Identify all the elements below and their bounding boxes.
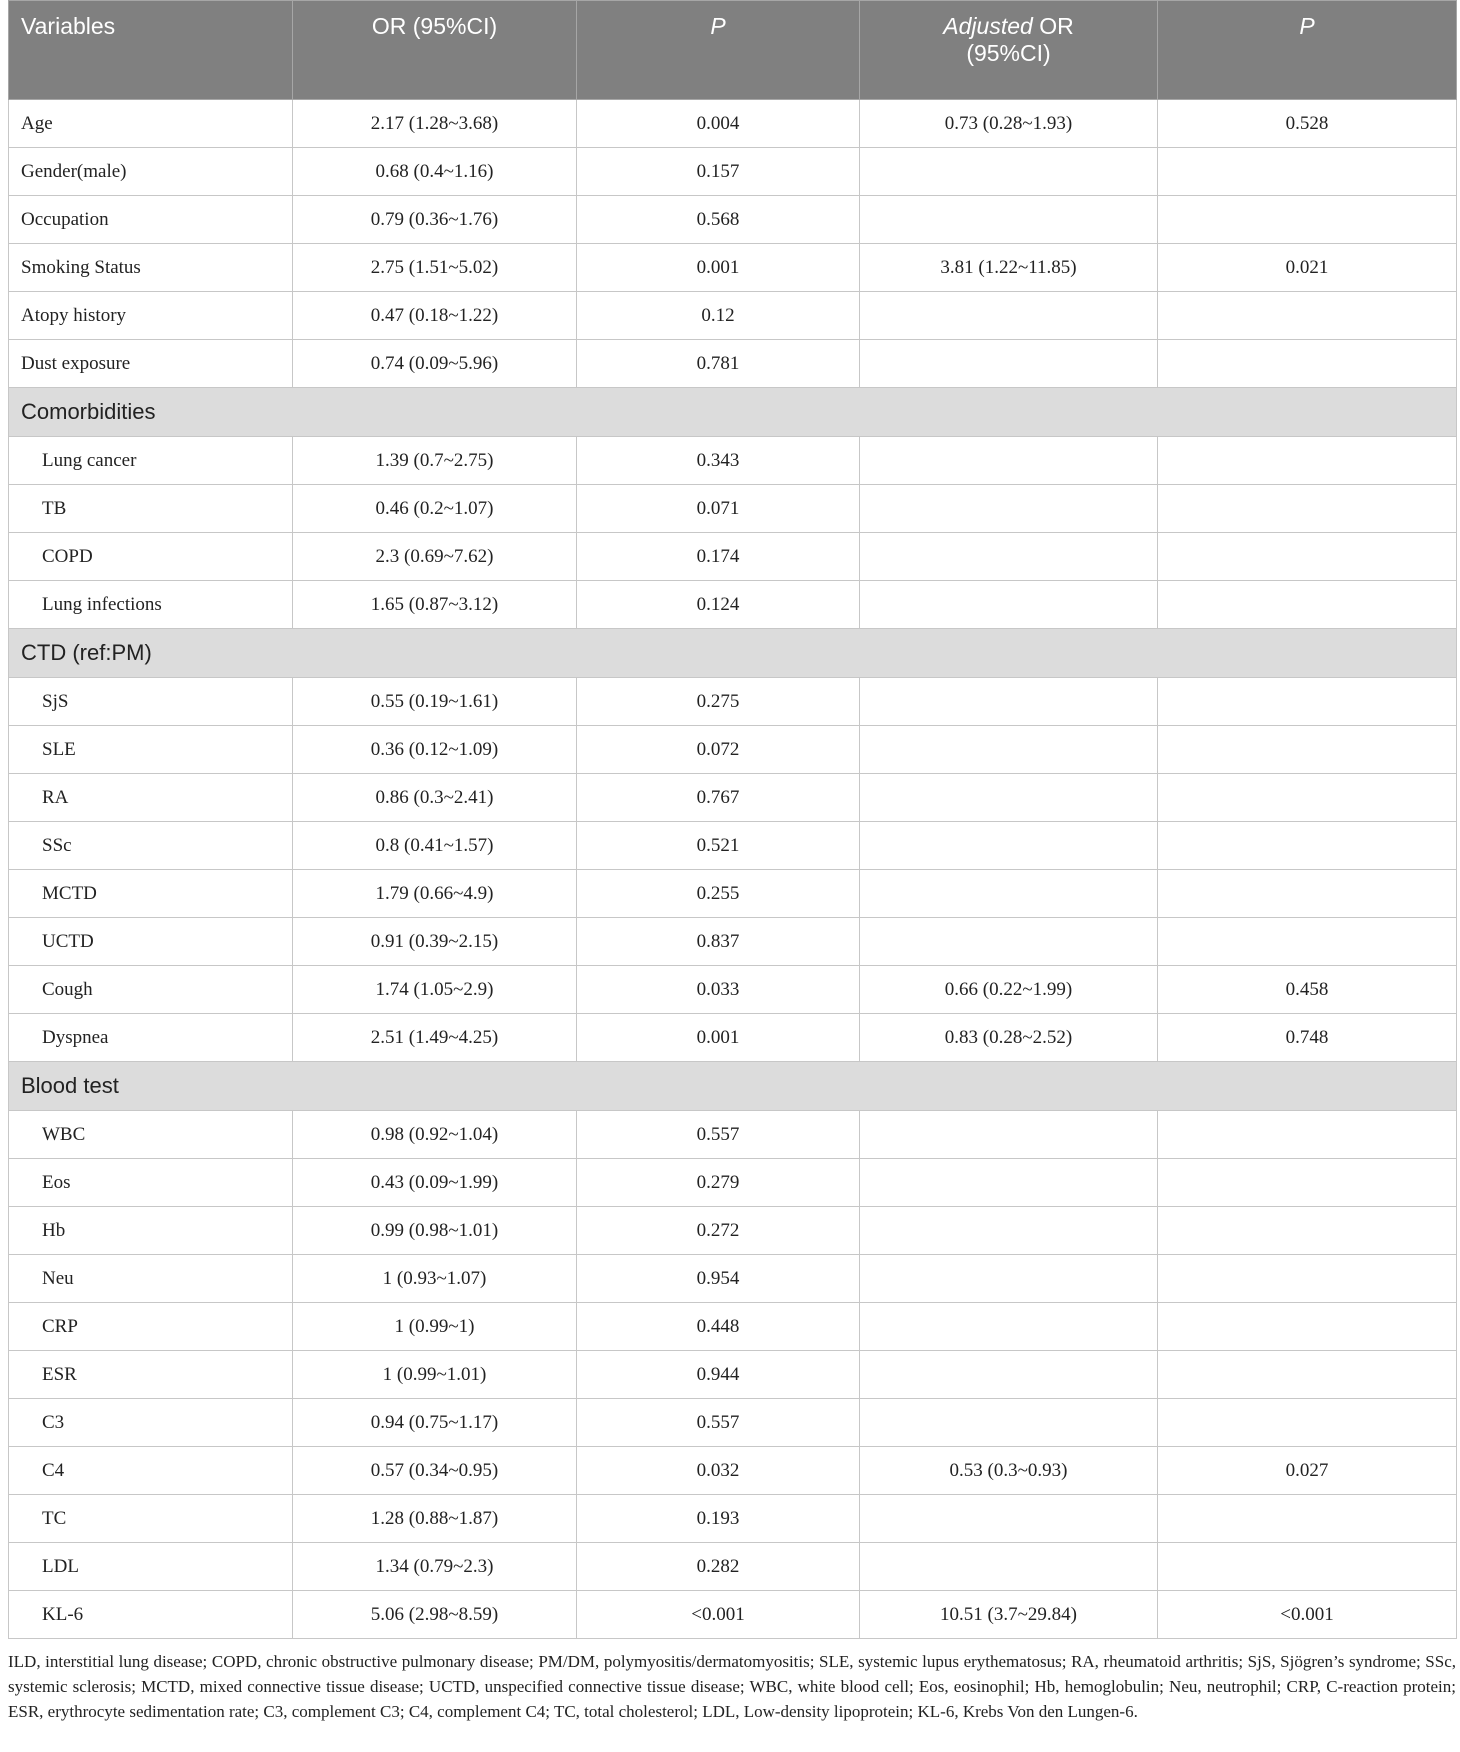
variable-cell: LDL	[9, 1543, 293, 1591]
p-value-cell: 0.279	[577, 1159, 860, 1207]
table-row	[9, 148, 1457, 196]
adjusted-p-cell	[1158, 1351, 1457, 1399]
adjusted-p-cell: 0.021	[1158, 244, 1457, 292]
or-cell: 1.79 (0.66~4.9)	[293, 870, 577, 918]
variable-cell: TB	[9, 485, 293, 533]
or-cell: 0.86 (0.3~2.41)	[293, 774, 577, 822]
header-or: OR (95%CI)	[293, 1, 577, 100]
adjusted-p-cell: 0.528	[1158, 100, 1457, 148]
adjusted-p-cell	[1158, 1399, 1457, 1447]
adjusted-or-cell	[860, 340, 1158, 388]
header-adjusted-or-label: OR	[1032, 13, 1074, 39]
adjusted-or-cell	[860, 533, 1158, 581]
adjusted-p-cell: <0.001	[1158, 1591, 1457, 1639]
table-footnote: ILD, interstitial lung disease; COPD, chronic obstructive pulmonary disease; PM/DM, polymyositis/dermatomyositis; SLE, systemic lupus erythematosus; RA, rheumatoid arthritis; SjS, Sjögren’s syndrome; SSc, systemic sclerosis; MCTD, mixed connective tissue disease; UCTD, unspecified connective tissue disease; WBC, white blood cell; Eos, eosinophil; Hb, hemoglobulin; Neu, neutrophil; CRP, C-reaction protein; ESR, erythrocyte sedimentation rate; C3, complement C3; C4, complement C4; TC, total cholesterol; LDL, Low-density lipoprotein; KL-6, Krebs Von den Lungen-6.	[8, 1652, 1456, 1721]
adjusted-p-cell	[1158, 581, 1457, 629]
or-cell: 2.17 (1.28~3.68)	[293, 100, 577, 148]
or-cell: 2.51 (1.49~4.25)	[293, 1014, 577, 1062]
p-value-cell: 0.004	[577, 100, 860, 148]
or-cell: 0.36 (0.12~1.09)	[293, 726, 577, 774]
adjusted-or-cell	[860, 581, 1158, 629]
table-row	[9, 966, 1457, 1014]
table-header	[9, 1, 1457, 100]
section-row	[9, 1062, 1457, 1111]
p-value-cell: 0.781	[577, 340, 860, 388]
variable-cell: SjS	[9, 678, 293, 726]
p-value-cell: 0.255	[577, 870, 860, 918]
or-cell: 1 (0.99~1)	[293, 1303, 577, 1351]
adjusted-p-cell	[1158, 1159, 1457, 1207]
p-value-cell: 0.557	[577, 1399, 860, 1447]
p-value-cell: 0.954	[577, 1255, 860, 1303]
adjusted-p-cell: 0.748	[1158, 1014, 1457, 1062]
table-row	[9, 918, 1457, 966]
variable-cell: CRP	[9, 1303, 293, 1351]
or-cell: 0.94 (0.75~1.17)	[293, 1399, 577, 1447]
p-value-cell: 0.032	[577, 1447, 860, 1495]
table-row	[9, 726, 1457, 774]
variable-cell: ESR	[9, 1351, 293, 1399]
adjusted-or-cell	[860, 148, 1158, 196]
section-row	[9, 629, 1457, 678]
adjusted-p-cell: 0.027	[1158, 1447, 1457, 1495]
adjusted-p-cell	[1158, 485, 1457, 533]
adjusted-or-cell	[860, 1159, 1158, 1207]
adjusted-p-cell	[1158, 1303, 1457, 1351]
or-cell: 0.46 (0.2~1.07)	[293, 485, 577, 533]
table-row	[9, 678, 1457, 726]
or-cell: 1.39 (0.7~2.75)	[293, 437, 577, 485]
variable-cell: Dyspnea	[9, 1014, 293, 1062]
header-adjusted-ci-label: (95%CI)	[966, 40, 1051, 66]
adjusted-or-cell	[860, 822, 1158, 870]
table-body	[9, 100, 1457, 1639]
document	[8, 0, 1456, 1724]
or-cell: 0.74 (0.09~5.96)	[293, 340, 577, 388]
variable-cell: C3	[9, 1399, 293, 1447]
adjusted-p-cell: 0.458	[1158, 966, 1457, 1014]
adjusted-p-cell	[1158, 196, 1457, 244]
p-value-cell: 0.033	[577, 966, 860, 1014]
p-value-cell: 0.557	[577, 1111, 860, 1159]
adjusted-p-cell	[1158, 340, 1457, 388]
table-row	[9, 774, 1457, 822]
p-value-cell: 0.071	[577, 485, 860, 533]
variable-cell: SLE	[9, 726, 293, 774]
adjusted-or-cell	[860, 196, 1158, 244]
variable-cell: Age	[9, 100, 293, 148]
variable-cell: SSc	[9, 822, 293, 870]
table-row	[9, 1111, 1457, 1159]
adjusted-or-cell	[860, 1111, 1158, 1159]
table-row	[9, 100, 1457, 148]
table-row	[9, 1303, 1457, 1351]
variable-cell: C4	[9, 1447, 293, 1495]
header-adjusted-p	[1158, 1, 1457, 100]
or-cell: 0.55 (0.19~1.61)	[293, 678, 577, 726]
adjusted-or-cell: 10.51 (3.7~29.84)	[860, 1591, 1158, 1639]
table-row	[9, 437, 1457, 485]
or-cell: 0.91 (0.39~2.15)	[293, 918, 577, 966]
table-row	[9, 533, 1457, 581]
adjusted-p-cell	[1158, 292, 1457, 340]
adjusted-p-cell	[1158, 1543, 1457, 1591]
table-row	[9, 1591, 1457, 1639]
variable-cell: Lung infections	[9, 581, 293, 629]
table-row	[9, 1543, 1457, 1591]
adjusted-p-cell	[1158, 1207, 1457, 1255]
p-value-cell: 0.072	[577, 726, 860, 774]
or-cell: 0.79 (0.36~1.76)	[293, 196, 577, 244]
or-cell: 1.28 (0.88~1.87)	[293, 1495, 577, 1543]
adjusted-or-cell	[860, 1303, 1158, 1351]
adjusted-p-cell	[1158, 1495, 1457, 1543]
variable-cell: Lung cancer	[9, 437, 293, 485]
p-value-cell: 0.174	[577, 533, 860, 581]
table-row	[9, 1495, 1457, 1543]
table-row	[9, 485, 1457, 533]
adjusted-p-cell	[1158, 678, 1457, 726]
table-row	[9, 1399, 1457, 1447]
adjusted-or-cell: 0.66 (0.22~1.99)	[860, 966, 1158, 1014]
table-row	[9, 822, 1457, 870]
section-row	[9, 388, 1457, 437]
variable-cell: WBC	[9, 1111, 293, 1159]
header-p-label: P	[710, 13, 726, 39]
p-value-cell: 0.272	[577, 1207, 860, 1255]
or-cell: 1.74 (1.05~2.9)	[293, 966, 577, 1014]
p-value-cell: 0.282	[577, 1543, 860, 1591]
table-row	[9, 1159, 1457, 1207]
adjusted-p-cell	[1158, 1255, 1457, 1303]
table-row	[9, 244, 1457, 292]
p-value-cell: <0.001	[577, 1591, 860, 1639]
results-table	[8, 0, 1457, 1639]
adjusted-or-cell	[860, 1351, 1158, 1399]
p-value-cell: 0.837	[577, 918, 860, 966]
p-value-cell: 0.001	[577, 244, 860, 292]
adjusted-p-cell	[1158, 533, 1457, 581]
or-cell: 0.98 (0.92~1.04)	[293, 1111, 577, 1159]
or-cell: 0.43 (0.09~1.99)	[293, 1159, 577, 1207]
adjusted-or-cell	[860, 870, 1158, 918]
adjusted-or-cell	[860, 485, 1158, 533]
adjusted-p-cell	[1158, 1111, 1457, 1159]
or-cell: 0.68 (0.4~1.16)	[293, 148, 577, 196]
table-row	[9, 1207, 1457, 1255]
p-value-cell: 0.001	[577, 1014, 860, 1062]
or-cell: 2.75 (1.51~5.02)	[293, 244, 577, 292]
or-cell: 0.57 (0.34~0.95)	[293, 1447, 577, 1495]
header-adjusted-label: Adjusted	[943, 13, 1033, 39]
variable-cell: KL-6	[9, 1591, 293, 1639]
or-cell: 0.47 (0.18~1.22)	[293, 292, 577, 340]
adjusted-p-cell	[1158, 918, 1457, 966]
or-cell: 5.06 (2.98~8.59)	[293, 1591, 577, 1639]
adjusted-or-cell: 3.81 (1.22~11.85)	[860, 244, 1158, 292]
or-cell: 1.65 (0.87~3.12)	[293, 581, 577, 629]
adjusted-or-cell	[860, 774, 1158, 822]
adjusted-or-cell	[860, 1399, 1158, 1447]
section-label: CTD (ref:PM)	[9, 629, 1457, 678]
variable-cell: Dust exposure	[9, 340, 293, 388]
p-value-cell: 0.157	[577, 148, 860, 196]
or-cell: 1 (0.93~1.07)	[293, 1255, 577, 1303]
variable-cell: UCTD	[9, 918, 293, 966]
adjusted-p-cell	[1158, 726, 1457, 774]
table-row	[9, 196, 1457, 244]
variable-cell: Atopy history	[9, 292, 293, 340]
variable-cell: Hb	[9, 1207, 293, 1255]
header-variables: Variables	[9, 1, 293, 100]
header-row	[9, 1, 1457, 100]
variable-cell: Occupation	[9, 196, 293, 244]
adjusted-or-cell	[860, 726, 1158, 774]
p-value-cell: 0.568	[577, 196, 860, 244]
adjusted-or-cell	[860, 1255, 1158, 1303]
table-row	[9, 581, 1457, 629]
adjusted-or-cell	[860, 678, 1158, 726]
variable-cell: COPD	[9, 533, 293, 581]
adjusted-or-cell: 0.73 (0.28~1.93)	[860, 100, 1158, 148]
adjusted-or-cell	[860, 437, 1158, 485]
or-cell: 0.99 (0.98~1.01)	[293, 1207, 577, 1255]
section-label: Comorbidities	[9, 388, 1457, 437]
or-cell: 1.34 (0.79~2.3)	[293, 1543, 577, 1591]
p-value-cell: 0.193	[577, 1495, 860, 1543]
adjusted-p-cell	[1158, 437, 1457, 485]
p-value-cell: 0.12	[577, 292, 860, 340]
variable-cell: Cough	[9, 966, 293, 1014]
table-row	[9, 340, 1457, 388]
adjusted-p-cell	[1158, 148, 1457, 196]
variable-cell: RA	[9, 774, 293, 822]
table-row	[9, 1351, 1457, 1399]
adjusted-or-cell: 0.53 (0.3~0.93)	[860, 1447, 1158, 1495]
adjusted-p-cell	[1158, 870, 1457, 918]
or-cell: 2.3 (0.69~7.62)	[293, 533, 577, 581]
variable-cell: Eos	[9, 1159, 293, 1207]
variable-cell: Gender(male)	[9, 148, 293, 196]
variable-cell: Smoking Status	[9, 244, 293, 292]
p-value-cell: 0.448	[577, 1303, 860, 1351]
adjusted-p-cell	[1158, 822, 1457, 870]
or-cell: 0.8 (0.41~1.57)	[293, 822, 577, 870]
header-p	[577, 1, 860, 100]
adjusted-or-cell	[860, 1207, 1158, 1255]
or-cell: 1 (0.99~1.01)	[293, 1351, 577, 1399]
p-value-cell: 0.767	[577, 774, 860, 822]
variable-cell: TC	[9, 1495, 293, 1543]
adjusted-or-cell	[860, 1543, 1158, 1591]
variable-cell: Neu	[9, 1255, 293, 1303]
table-row	[9, 292, 1457, 340]
variable-cell: MCTD	[9, 870, 293, 918]
p-value-cell: 0.343	[577, 437, 860, 485]
table-row	[9, 1255, 1457, 1303]
p-value-cell: 0.521	[577, 822, 860, 870]
header-adjusted-or	[860, 1, 1158, 100]
section-label: Blood test	[9, 1062, 1457, 1111]
header-adjusted-p-label: P	[1299, 13, 1315, 39]
p-value-cell: 0.944	[577, 1351, 860, 1399]
p-value-cell: 0.275	[577, 678, 860, 726]
adjusted-p-cell	[1158, 774, 1457, 822]
adjusted-or-cell	[860, 292, 1158, 340]
table-row	[9, 1447, 1457, 1495]
table-row	[9, 1014, 1457, 1062]
p-value-cell: 0.124	[577, 581, 860, 629]
adjusted-or-cell	[860, 918, 1158, 966]
adjusted-or-cell	[860, 1495, 1158, 1543]
table-row	[9, 870, 1457, 918]
adjusted-or-cell: 0.83 (0.28~2.52)	[860, 1014, 1158, 1062]
